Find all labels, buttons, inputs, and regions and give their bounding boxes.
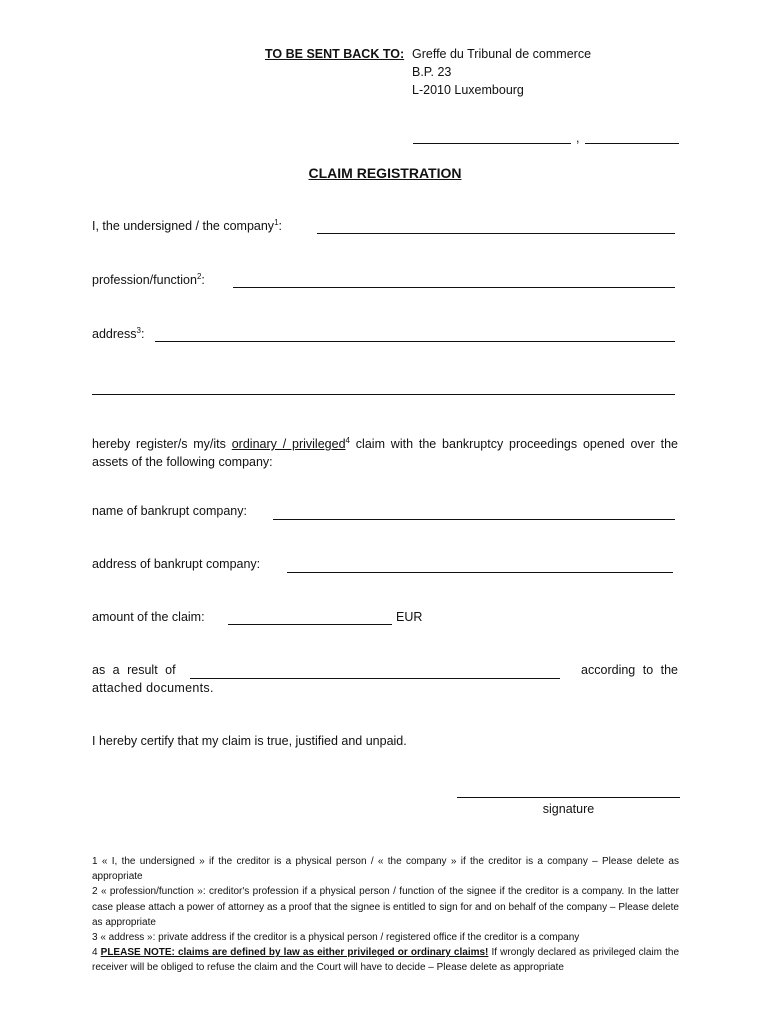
footnote-ref: 1 <box>274 218 279 227</box>
court-address <box>412 45 591 99</box>
signature-blank[interactable] <box>457 797 680 798</box>
profession-label: profession/function$^2$: <box>92 272 205 287</box>
date-blank[interactable] <box>585 143 679 144</box>
amount-label: amount of the claim: <box>92 610 205 624</box>
footnote-ref: 4 <box>345 436 350 445</box>
footnote-ref: 3 <box>136 326 141 335</box>
footnote-ref: 2 <box>196 272 202 281</box>
bankrupt-address-label: address of bankrupt company: <box>92 557 261 571</box>
place-blank[interactable] <box>413 143 571 144</box>
result-suffix: according to the <box>581 663 678 677</box>
address-field <box>92 326 675 344</box>
court-address-line: Greffe du Tribunal de commerce <box>412 47 592 61</box>
footnote-1: 1 « I, the undersigned » if the creditor is a physical person / « the company » if the creditor is a company – Please delete as appropriate <box>92 856 679 883</box>
send-back-label: TO BE SENT BACK TO: <box>265 47 405 61</box>
profession-field <box>92 272 675 290</box>
footnote-4-warning: PLEASE NOTE: claims are defined by law as either privileged or ordinary claims! <box>100 947 489 959</box>
footnote-3: 3 « address »: private address if the creditor is a physical person / registered office if the creditor is a company <box>92 932 580 944</box>
result-field <box>92 663 678 703</box>
page-title: CLAIM REGISTRATION <box>308 165 462 181</box>
certify-statement: I hereby certify that my claim is true, justified and unpaid. <box>92 734 407 748</box>
footnote-2: 2 « profession/function »: creditor's profession if a physical person / function of the signee if the creditor is a company. In the latter case please attach a power of attorney as a proof that the signee is entitled to sign for and on behalf of the company – Please delete as appropriate <box>92 886 679 928</box>
footnotes <box>92 854 679 976</box>
undersigned-label: I, the undersigned / the company$^1$: <box>92 218 282 233</box>
address-blank-line-2[interactable] <box>92 394 675 395</box>
result-blank[interactable] <box>190 678 560 679</box>
register-paragraph: hereby register/s my/its ordinary / privileged$^4$ claim with the bankruptcy proceedings opened over the assets of the following company: <box>92 436 678 469</box>
amount-field <box>92 610 675 628</box>
address-continuation-field <box>92 379 675 397</box>
amount-blank[interactable] <box>228 624 392 625</box>
result-continuation: attached documents. <box>92 681 214 695</box>
address-label: address$^3$: <box>92 326 145 341</box>
bankrupt-name-label: name of bankrupt company: <box>92 504 247 518</box>
court-address-line: L-2010 Luxembourg <box>412 83 524 97</box>
bankrupt-address-blank[interactable] <box>287 572 673 573</box>
bankrupt-name-blank[interactable] <box>273 519 675 520</box>
footnote-4: 4 PLEASE NOTE: claims are defined by law as either privileged or ordinary claims! If wrongly declared as privileged claim the receiver will be obliged to refuse the claim and the Court will have to decide – Please delete as appropriate <box>92 947 680 974</box>
bankrupt-address-field <box>92 557 675 575</box>
profession-blank[interactable] <box>233 287 675 288</box>
place-date-field <box>413 130 679 146</box>
signature-label: signature <box>542 802 595 816</box>
place-date-separator: , <box>576 131 580 145</box>
address-blank[interactable] <box>155 341 675 342</box>
court-address-line: B.P. 23 <box>412 65 452 79</box>
undersigned-blank[interactable] <box>317 233 675 234</box>
undersigned-field <box>92 218 675 236</box>
claim-type-options: ordinary / privileged <box>231 437 346 451</box>
currency-label: EUR <box>396 610 423 624</box>
bankrupt-name-field <box>92 504 675 522</box>
result-prefix: as a result of <box>92 663 176 677</box>
